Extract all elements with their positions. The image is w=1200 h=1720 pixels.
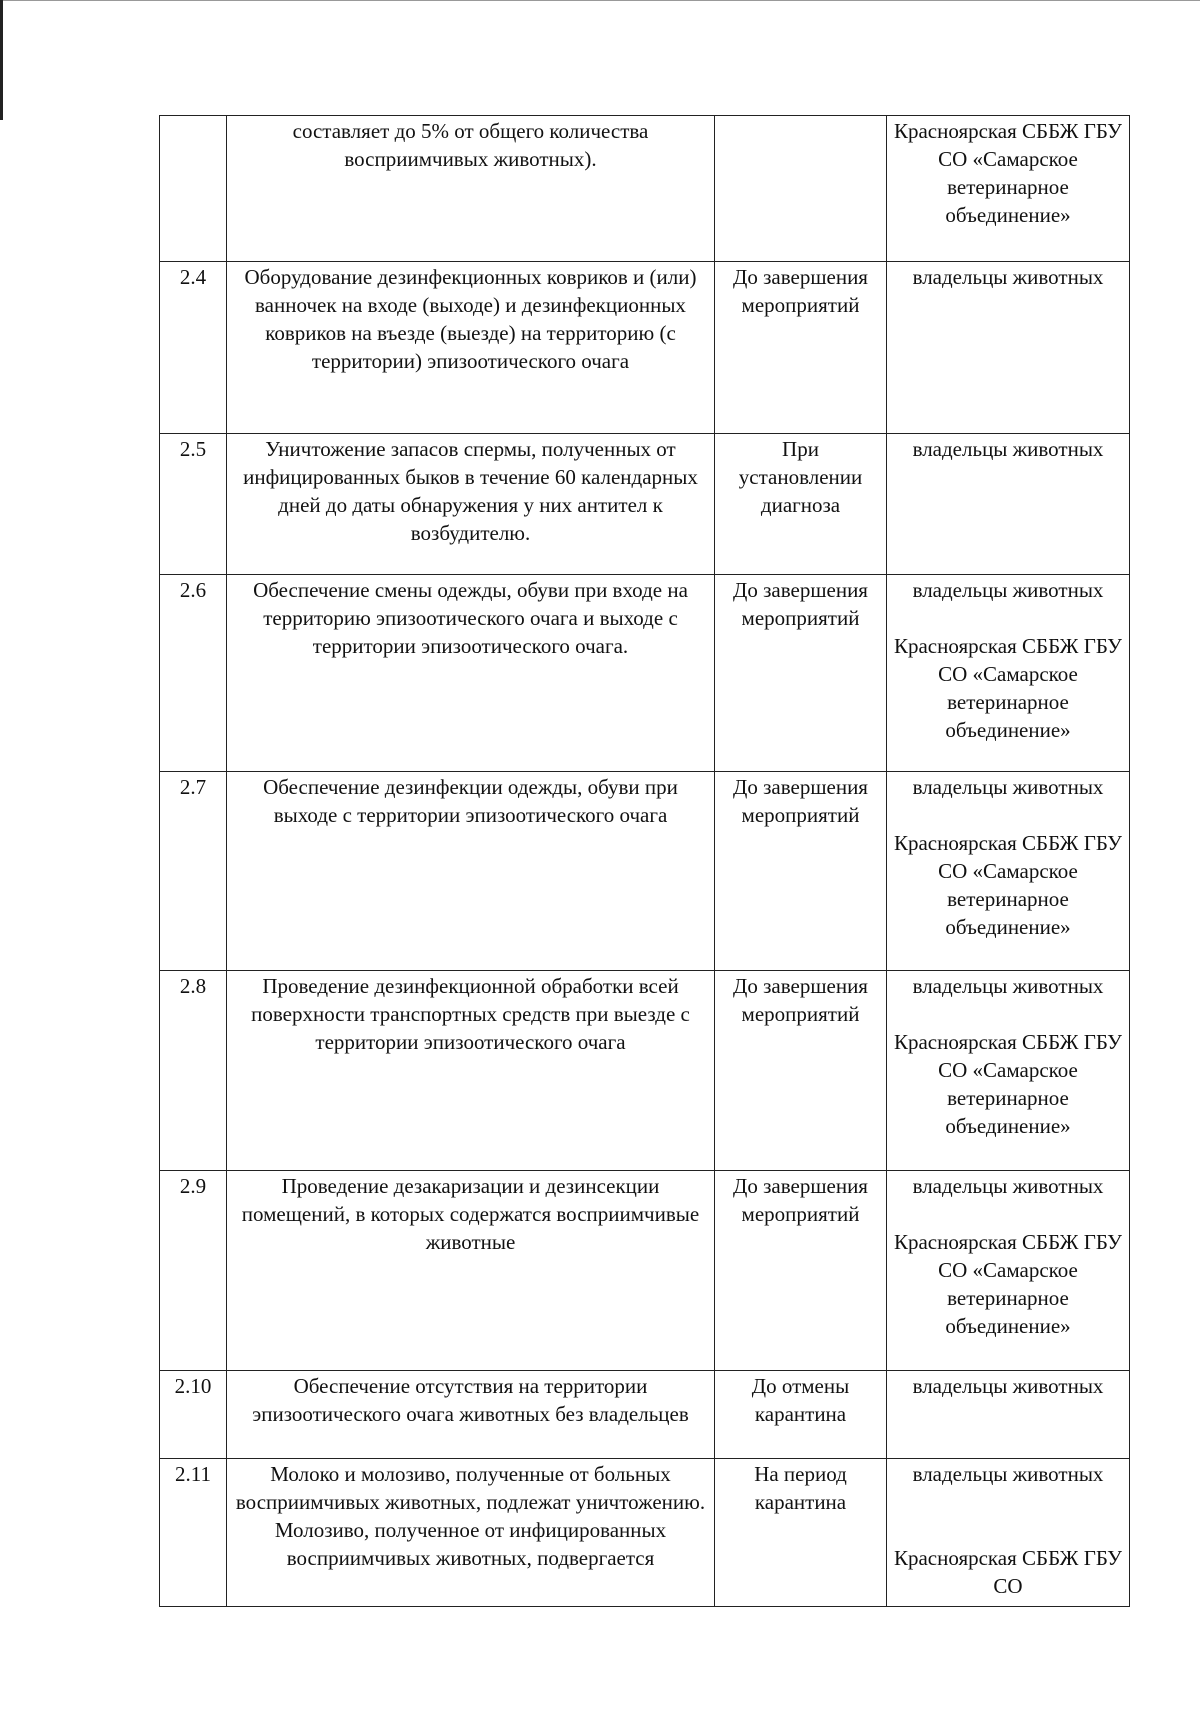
table-row bbox=[160, 575, 1130, 772]
row-term: При установлении диагноза bbox=[715, 434, 887, 575]
responsible-owner: владельцы животных bbox=[912, 578, 1104, 602]
row-number: 2.5 bbox=[160, 434, 227, 575]
row-term: До завершения мероприятий bbox=[715, 772, 887, 971]
responsible-org: Красноярская СББЖ ГБУ СО «Самарское ветеринарное объединение» bbox=[893, 1030, 1123, 1138]
responsible-org: Красноярская СББЖ ГБУ СО bbox=[893, 1546, 1123, 1598]
measures-table bbox=[159, 115, 1130, 1607]
responsible-owner: владельцы животных bbox=[912, 437, 1104, 461]
row-term: До отмены карантина bbox=[715, 1371, 887, 1459]
row-term bbox=[715, 116, 887, 262]
row-responsible bbox=[887, 262, 1130, 434]
row-number: 2.4 bbox=[160, 262, 227, 434]
row-responsible bbox=[887, 1171, 1130, 1371]
responsible-owner: владельцы животных bbox=[912, 974, 1104, 998]
row-action: Обеспечение дезинфекции одежды, обуви при выходе с территории эпизоотического очага bbox=[227, 772, 715, 971]
row-number bbox=[160, 116, 227, 262]
responsible-org: Красноярская СББЖ ГБУ СО «Самарское ветеринарное объединение» bbox=[893, 634, 1123, 742]
table-row bbox=[160, 772, 1130, 971]
row-responsible bbox=[887, 116, 1130, 262]
table-row bbox=[160, 434, 1130, 575]
row-responsible bbox=[887, 971, 1130, 1171]
row-action: Обеспечение отсутствия на территории эпизоотического очага животных без владельцев bbox=[227, 1371, 715, 1459]
responsible-org: Красноярская СББЖ ГБУ СО «Самарское ветеринарное объединение» bbox=[893, 831, 1123, 939]
row-term: До завершения мероприятий bbox=[715, 262, 887, 434]
table-row bbox=[160, 1371, 1130, 1459]
row-number: 2.7 bbox=[160, 772, 227, 971]
page-top-edge bbox=[0, 0, 1200, 1]
row-action: Проведение дезакаризации и дезинсекции помещений, в которых содержатся восприимчивые животные bbox=[227, 1171, 715, 1371]
row-number: 2.9 bbox=[160, 1171, 227, 1371]
table-row bbox=[160, 116, 1130, 262]
table-row bbox=[160, 262, 1130, 434]
row-number: 2.6 bbox=[160, 575, 227, 772]
row-number: 2.8 bbox=[160, 971, 227, 1171]
row-responsible bbox=[887, 1371, 1130, 1459]
row-term: До завершения мероприятий bbox=[715, 971, 887, 1171]
row-action: составляет до 5% от общего количества восприимчивых животных). bbox=[227, 116, 715, 262]
table-row bbox=[160, 1459, 1130, 1607]
responsible-org: Красноярская СББЖ ГБУ СО «Самарское ветеринарное объединение» bbox=[893, 119, 1123, 227]
responsible-owner: владельцы животных bbox=[912, 1174, 1104, 1198]
row-action: Проведение дезинфекционной обработки всей поверхности транспортных средств при выезде с территории эпизоотического очага bbox=[227, 971, 715, 1171]
row-number: 2.10 bbox=[160, 1371, 227, 1459]
row-action: Обеспечение смены одежды, обуви при входе на территорию эпизоотического очага и выходе с территории эпизоотического очага. bbox=[227, 575, 715, 772]
responsible-org: Красноярская СББЖ ГБУ СО «Самарское ветеринарное объединение» bbox=[893, 1230, 1123, 1338]
row-action: Молоко и молозиво, полученные от больных восприимчивых животных, подлежат уничтожению. Молозиво, полученное от инфицированных восприимчивых животных, подвергается bbox=[227, 1459, 715, 1607]
row-term: На период карантина bbox=[715, 1459, 887, 1607]
row-term: До завершения мероприятий bbox=[715, 1171, 887, 1371]
responsible-owner: владельцы животных bbox=[912, 265, 1104, 289]
row-term: До завершения мероприятий bbox=[715, 575, 887, 772]
row-action: Уничтожение запасов спермы, полученных от инфицированных быков в течение 60 календарных дней до даты обнаружения у них антител к возбудителю. bbox=[227, 434, 715, 575]
row-responsible bbox=[887, 772, 1130, 971]
responsible-owner: владельцы животных bbox=[912, 1462, 1104, 1486]
row-responsible bbox=[887, 434, 1130, 575]
row-number: 2.11 bbox=[160, 1459, 227, 1607]
responsible-owner: владельцы животных bbox=[912, 775, 1104, 799]
scan-edge-mark bbox=[0, 0, 3, 120]
responsible-owner: владельцы животных bbox=[912, 1374, 1104, 1398]
row-responsible bbox=[887, 1459, 1130, 1607]
table-row bbox=[160, 1171, 1130, 1371]
table-row bbox=[160, 971, 1130, 1171]
row-action: Оборудование дезинфекционных ковриков и (или) ванночек на входе (выходе) и дезинфекционных ковриков на въезде (выезде) на территорию (с территории) эпизоотического очага bbox=[227, 262, 715, 434]
row-responsible bbox=[887, 575, 1130, 772]
